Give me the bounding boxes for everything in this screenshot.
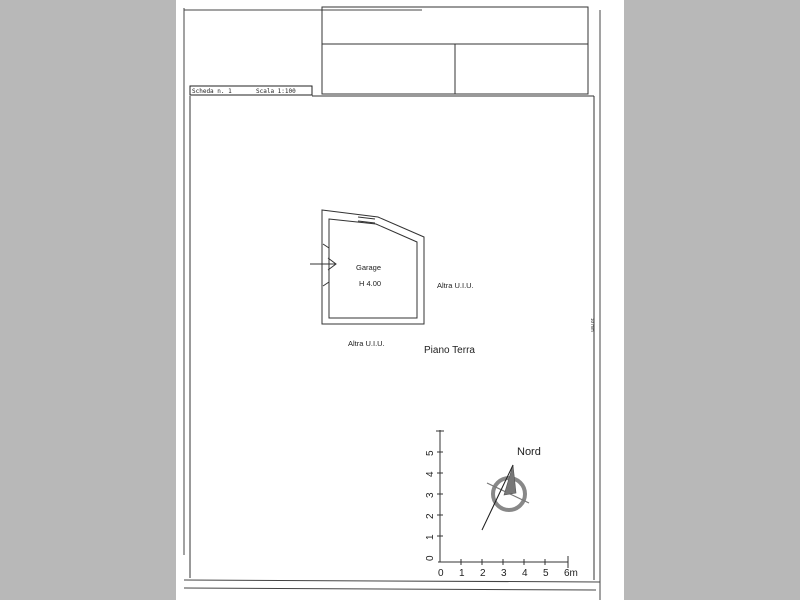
floor-plan-drawing xyxy=(176,0,624,600)
scale-bar-axes xyxy=(436,430,568,568)
scala-label: Scala 1:100 xyxy=(256,88,296,95)
x-tick-label: 3 xyxy=(501,568,507,579)
compass-rose xyxy=(482,465,529,530)
y-tick-label: 5 xyxy=(425,450,436,456)
drawing-border xyxy=(190,96,594,580)
neighbor-below-label: Altra U.I.U. xyxy=(348,339,385,348)
x-tick-label: 2 xyxy=(480,568,486,579)
scheda-label: Scheda n. 1 xyxy=(192,88,232,95)
side-note: 10 mm xyxy=(590,318,595,332)
frame-lines xyxy=(184,8,600,600)
y-tick-label: 2 xyxy=(425,513,436,519)
room-height: H 4.00 xyxy=(359,279,382,288)
x-tick-label: 1 xyxy=(459,568,465,579)
x-tick-label: 4 xyxy=(522,568,528,579)
north-label: Nord xyxy=(517,446,541,458)
room-name: Garage xyxy=(356,263,382,272)
x-tick-label: 0 xyxy=(438,568,444,579)
x-tick-label: 6m xyxy=(564,568,578,579)
y-tick-label: 3 xyxy=(425,492,436,498)
y-tick-label: 4 xyxy=(425,471,436,477)
title-block xyxy=(322,7,588,94)
document-sheet xyxy=(176,0,624,600)
x-tick-label: 5 xyxy=(543,568,549,579)
y-tick-label: 1 xyxy=(425,534,436,540)
floor-label: Piano Terra xyxy=(424,345,475,356)
scale-bar-y-labels xyxy=(425,450,436,561)
entrance-arrow xyxy=(310,244,336,286)
neighbor-right-label: Altra U.I.U. xyxy=(437,281,474,290)
scale-bar-x-labels xyxy=(438,568,578,579)
y-tick-label: 0 xyxy=(425,555,436,561)
